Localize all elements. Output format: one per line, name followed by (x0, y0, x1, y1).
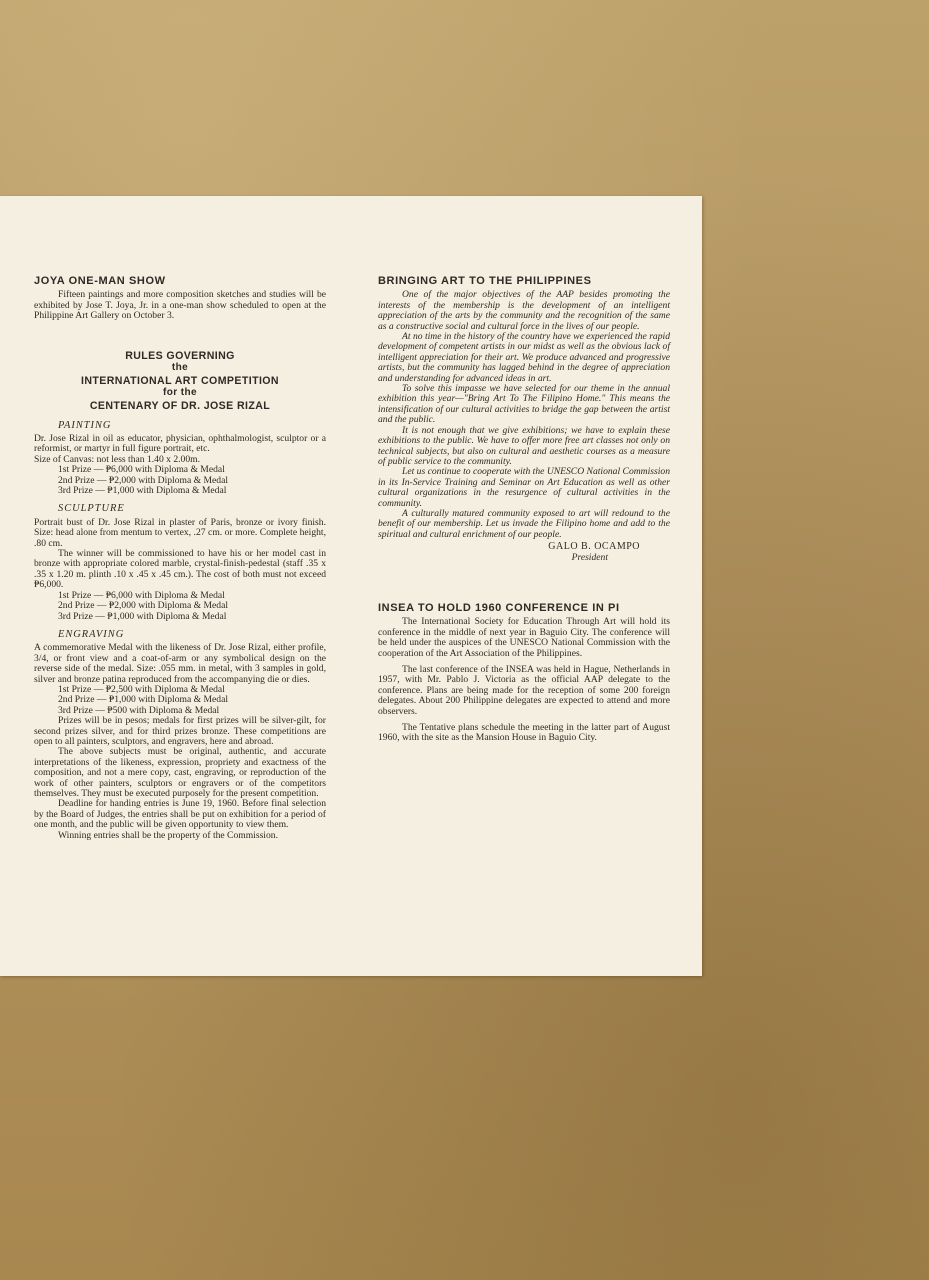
bringing-p1: One of the major objectives of the AAP besides promoting the interests of the membership is the development of an intelligent appreciation of the arts by the community and the recognition of the same as a constructive social and cultural force in the lives of our people. (378, 289, 670, 332)
engraving-prize-3: 3rd Prize — ₱500 with Diploma & Medal (58, 704, 220, 716)
painting-title: PAINTING (58, 419, 112, 431)
engraving-title: ENGRAVING (58, 628, 125, 640)
bringing-p4: It is not enough that we give exhibitions; we have to explain these exhibitions to the public. We have to offer more free art classes not only on technical subjects, but also on cultural and aesthetic courses as a measure of public service to the community. (378, 424, 670, 467)
insea-heading: INSEA TO HOLD 1960 CONFERENCE IN PI (378, 601, 620, 614)
painting-prize-1: 1st Prize — ₱6,000 with Diploma & Medal (58, 464, 225, 476)
sculpture-prize-2: 2nd Prize — ₱2,000 with Diploma & Medal (58, 600, 229, 612)
sculpture-body-2: The winner will be commissioned to have his or her model cast in bronze with appropriate colored marble, crystal-finish-pedestal (staff .35 x .35 x 1.20 m. plinth .10 x .45 x .45 cm.). The cost of both must not exceed ₱6,000. (34, 548, 326, 591)
signer-name: GALO B. OCAMPO (548, 541, 640, 553)
bringing-p2: At no time in the history of the country have we experienced the rapid development of competent artists in our midst as well as the obvious lack of intelligent appreciation for their art. We produce advanced and progressive artists, but the community has lagged behind in the degree of appreciation and understanding for advanced ideas in art. (378, 331, 670, 384)
engraving-originality-note: The above subjects must be original, authentic, and accurate interpretations of the likeness, expression, propriety and exactness of the composition, and not a mere copy, cast, engraving, or reproduction of the work of other painters, sculptors or engravers or of the competitors themselves. They must be executed purposely for the present competition. (34, 746, 326, 799)
engraving-prize-1: 1st Prize — ₱2,500 with Diploma & Medal (58, 683, 225, 695)
sculpture-prize-3: 3rd Prize — ₱1,000 with Diploma & Medal (58, 610, 227, 622)
joya-heading: JOYA ONE-MAN SHOW (34, 275, 166, 287)
painting-body: Dr. Jose Rizal in oil as educator, physician, ophthalmologist, sculptor or a reformist, or martyr in full figure portrait, etc. (34, 433, 326, 455)
engraving-deadline-note: Deadline for handing entries is June 19, 1960. Before final selection by the Board of Judges, the entries shall be put on exhibition for a period of one month, and the public will be given opportunity to view them. (34, 798, 326, 831)
rules-line-2: the (171, 362, 189, 374)
sculpture-body: Portrait bust of Dr. Jose Rizal in plaster of Paris, bronze or ivory finish. Size: head alone from mentum to vertex, .27 cm. or more. Complete height, .80 cm. (34, 516, 326, 549)
insea-p2: The last conference of the INSEA was held in Hague, Netherlands in 1957, with Mr. Pablo J. Victoria as the official AAP delegate to the conference. Plans are being made for the reception of some 200 foreign delegates. About 200 Philippine delegates are expected to attend and more observers. (378, 664, 670, 717)
rules-line-3: INTERNATIONAL ART COMPETITION (81, 374, 279, 387)
rules-line-4: for the (163, 387, 197, 399)
bringing-heading: BRINGING ART TO THE PHILIPPINES (378, 275, 592, 287)
joya-body: Fifteen paintings and more composition sketches and studies will be exhibited by Jose T. Joya, Jr. in a one-man show scheduled to open at the Philippine Art Gallery on October 3. (34, 289, 326, 322)
newsletter-page (0, 196, 702, 976)
engraving-property-note: Winning entries shall be the property of the Commission. (58, 829, 278, 841)
engraving-prize-2: 2nd Prize — ₱1,000 with Diploma & Medal (58, 694, 229, 706)
left-column (34, 276, 326, 841)
sculpture-title: SCULPTURE (58, 503, 125, 515)
rules-line-5: CENTENARY OF DR. JOSE RIZAL (89, 400, 271, 412)
engraving-prizes-note: Prizes will be in pesos; medals for first prizes will be silver-gilt, for second prizes silver, and for third prizes bronze. These competitions are open to all painters, sculptors, and engravers, here and abroad. (34, 715, 326, 747)
bringing-p5: Let us continue to cooperate with the UNESCO National Commission in its In-Service Training and Seminar on Art Education as well as other cultural organizations in the resurgence of cultural activities in the community. (378, 466, 670, 509)
section-spacer (378, 563, 670, 603)
bringing-p3: To solve this impasse we have selected for our theme in the annual exhibition this year—"Bring Art To The Filipino Home." This means the intensification of our cultural activities to bridge the gap between the artist and the public. (378, 383, 670, 426)
painting-size: Size of Canvas: not less than 1.40 x 2.00m. (34, 453, 201, 465)
sculpture-prize-1: 1st Prize — ₱6,000 with Diploma & Medal (58, 589, 225, 601)
insea-p3: The Tentative plans schedule the meeting in the latter part of August 1960, with the site as the Mansion House in Baguio City. (378, 722, 670, 744)
rules-line-1: RULES GOVERNING (125, 349, 235, 362)
painting-prize-3: 3rd Prize — ₱1,000 with Diploma & Medal (58, 485, 227, 497)
insea-p1: The International Society for Education Through Art will hold its conference in the middle of next year in Baguio City. The conference will be held under the auspices of the UNESCO National Commission with the cooperation of the Art Association of the Philippines. (378, 616, 670, 659)
rules-title (34, 350, 326, 413)
right-column (378, 276, 670, 744)
painting-prize-2: 2nd Prize — ₱2,000 with Diploma & Medal (58, 474, 229, 486)
signer-role: President (571, 551, 608, 563)
bringing-p6: A culturally matured community exposed to art will redound to the benefit of our membership. Let us invade the Filipino home and add to the spiritual and cultural enrichment of our people. (378, 507, 670, 540)
engraving-body: A commemorative Medal with the likeness of Dr. Jose Rizal, either profile, 3/4, or front view and a coat-of-arm or any symbolical design on the reverse side of the medal. Size: .055 mm. in metal, with 3 samples in gold, silver and bronze patina reproduced from the accompanying die or dies. (34, 642, 326, 685)
